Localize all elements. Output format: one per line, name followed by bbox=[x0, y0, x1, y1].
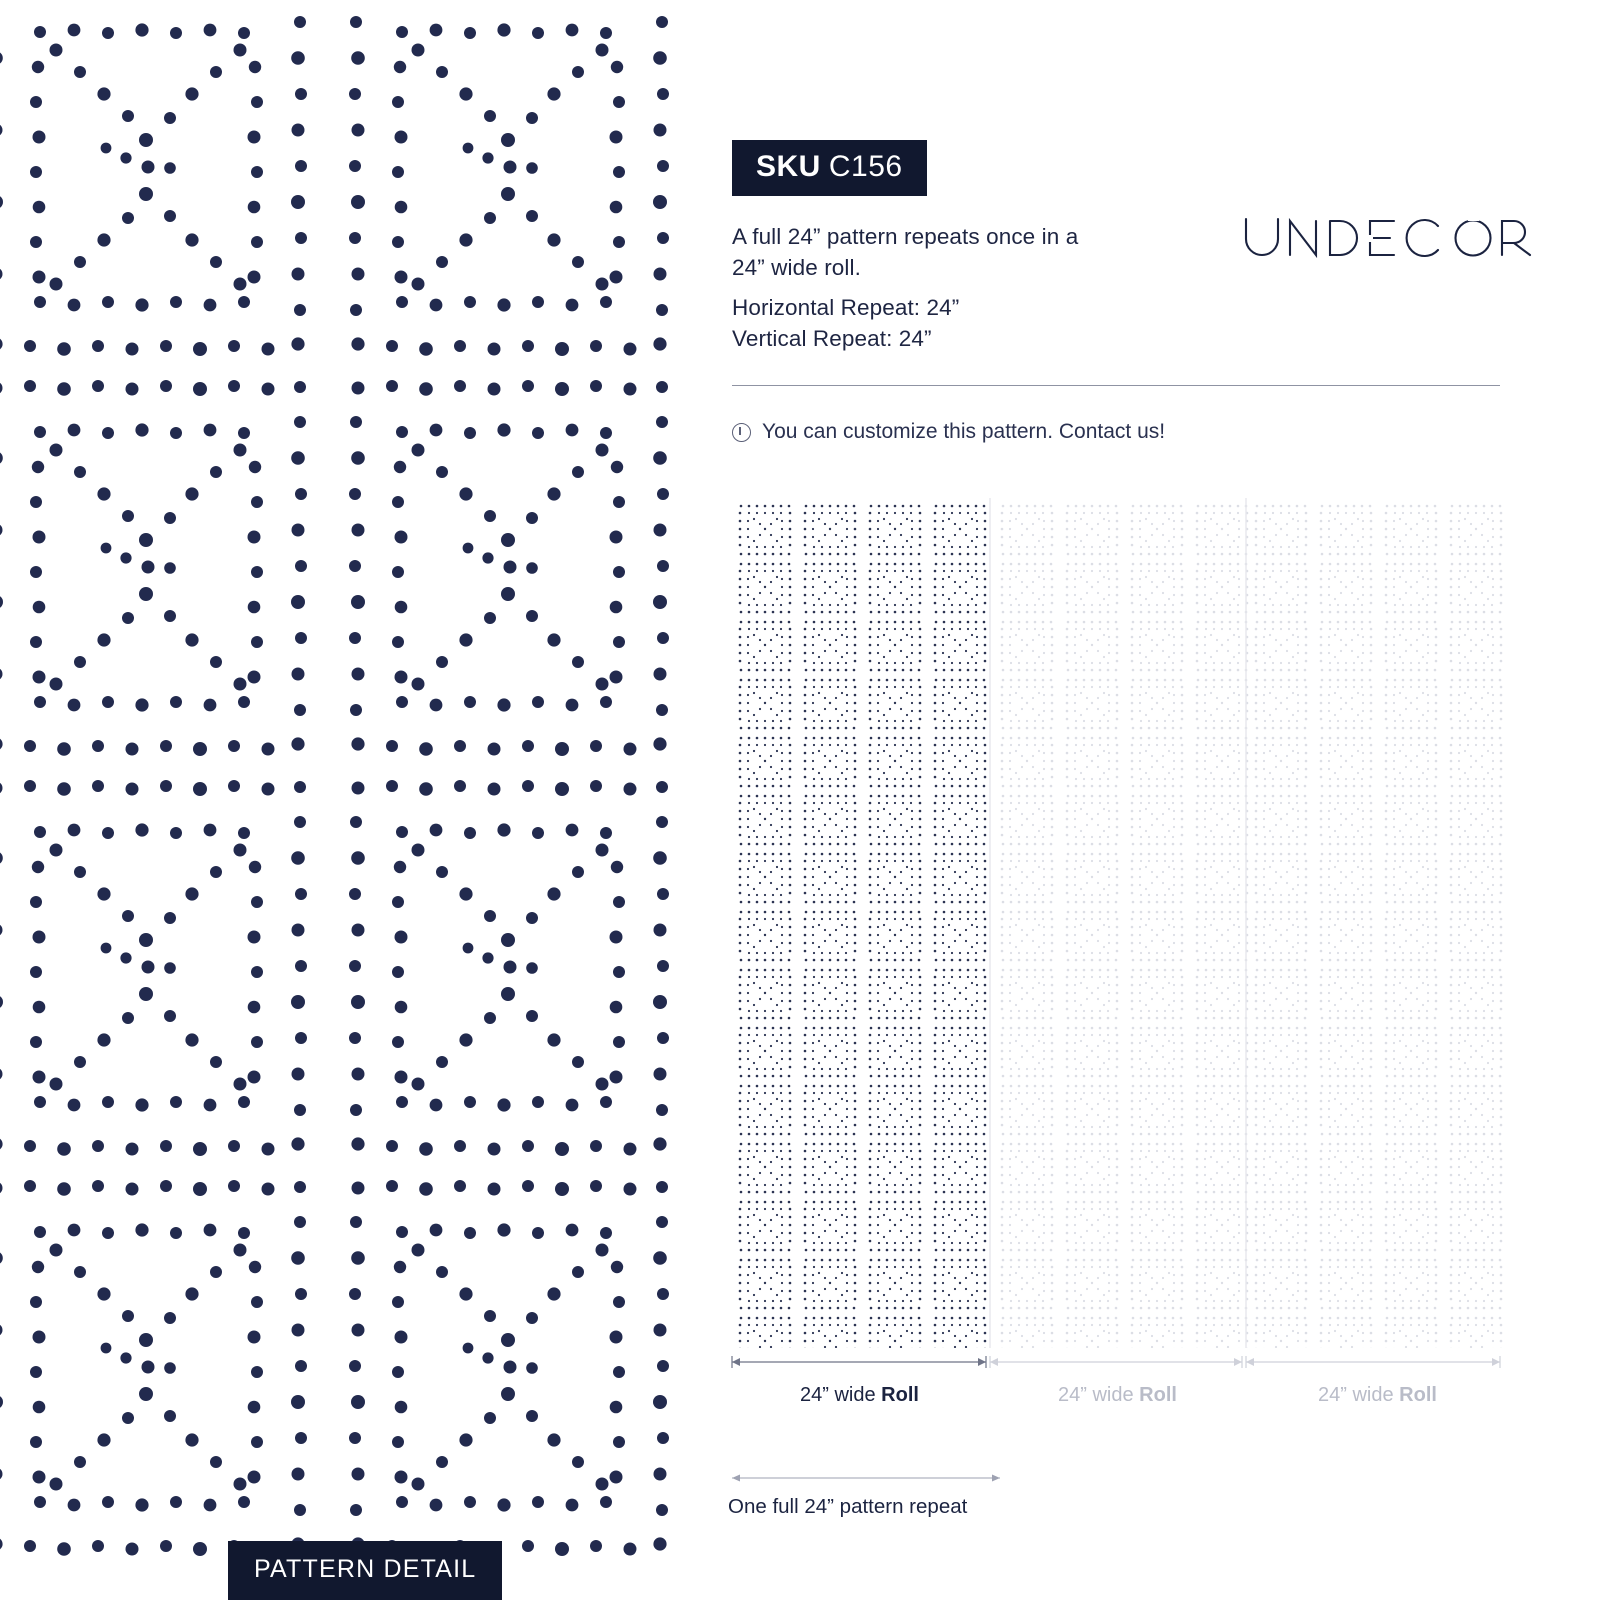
repeat-info bbox=[732, 293, 1152, 354]
ondecor-logo bbox=[1242, 215, 1542, 261]
horizontal-repeat: Horizontal Repeat: 24” bbox=[732, 295, 960, 320]
pattern-swatch bbox=[0, 0, 680, 1600]
customize-text: You can customize this pattern. Contact us! bbox=[762, 420, 1166, 443]
section-divider bbox=[732, 385, 1500, 386]
roll-preview bbox=[728, 498, 1508, 1348]
pattern-description: A full 24” pattern repeats once in a 24” wide roll. bbox=[732, 224, 1079, 280]
vertical-repeat: Vertical Repeat: 24” bbox=[732, 325, 932, 351]
roll-caption-1: 24” wide Roll bbox=[800, 1384, 919, 1406]
sku-value: C156 bbox=[828, 150, 903, 183]
roll-caption-3: 24” wide Roll bbox=[1318, 1384, 1437, 1406]
pattern-detail-panel bbox=[0, 0, 680, 1600]
info-circle-icon bbox=[732, 423, 751, 442]
customize-note[interactable] bbox=[732, 420, 1165, 444]
roll-measure-bar bbox=[728, 1352, 1508, 1422]
sku-label: SKU bbox=[756, 150, 821, 183]
sku-badge bbox=[732, 140, 927, 196]
pattern-detail-badge: PATTERN DETAIL bbox=[228, 1541, 502, 1600]
info-panel bbox=[680, 0, 1600, 1600]
roll-caption-2: 24” wide Roll bbox=[1058, 1384, 1177, 1406]
repeat-caption: One full 24” pattern repeat bbox=[728, 1495, 968, 1518]
